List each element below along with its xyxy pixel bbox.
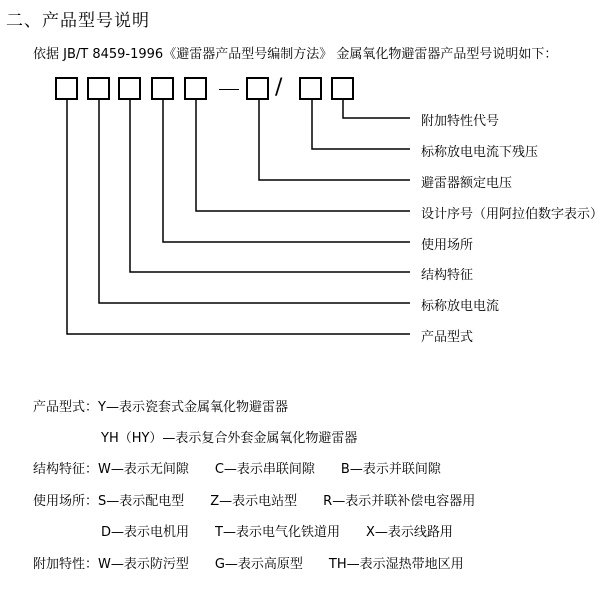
code-slash: /	[275, 75, 283, 100]
legend-product-type-yh: YH（HY）—表示复合外套金属氧化物避雷器	[101, 431, 358, 446]
connector-additional	[343, 100, 410, 118]
callout-product-type: 产品型式	[421, 330, 474, 345]
callout-additional: 附加特性代号	[421, 114, 500, 129]
legend-usage-1: 使用场所：S—表示配电型 Z—表示电站型 R—表示并联补偿电容器用	[33, 494, 476, 509]
callout-usage: 使用场所	[421, 238, 474, 253]
callout-design-serial: 设计序号（用阿拉伯数字表示）	[421, 207, 604, 222]
connector-usage	[163, 100, 410, 242]
callout-rated-voltage: 避雷器额定电压	[421, 176, 513, 191]
connector-rated-voltage	[259, 100, 410, 180]
connector-residual	[312, 100, 410, 149]
legend-additional: 附加特性：W—表示防污型 G—表示高原型 TH—表示湿热带地区用	[33, 557, 464, 572]
connector-structure	[130, 100, 410, 272]
callout-nominal-current: 标称放电电流	[421, 299, 500, 314]
callout-structure: 结构特征	[421, 268, 474, 283]
intro-text: 依据 JB/T 8459-1996《避雷器产品型号编制方法》 金属氧化物避雷器产品型号说明如下：	[33, 47, 558, 62]
connector-design-serial	[196, 100, 410, 211]
connector-product-type	[67, 100, 410, 334]
section-title: 二、产品型号说明	[6, 11, 150, 31]
legend-product-type-y: 产品型式：Y—表示瓷套式金属氧化物避雷器	[33, 400, 288, 415]
legend-usage-2: D—表示电机用 T—表示电气化铁道用 X—表示线路用	[101, 525, 453, 540]
callout-residual-voltage: 标称放电电流下残压	[421, 145, 539, 160]
legend-structure: 结构特征：W—表示无间隙 C—表示串联间隙 B—表示并联间隙	[33, 462, 441, 477]
